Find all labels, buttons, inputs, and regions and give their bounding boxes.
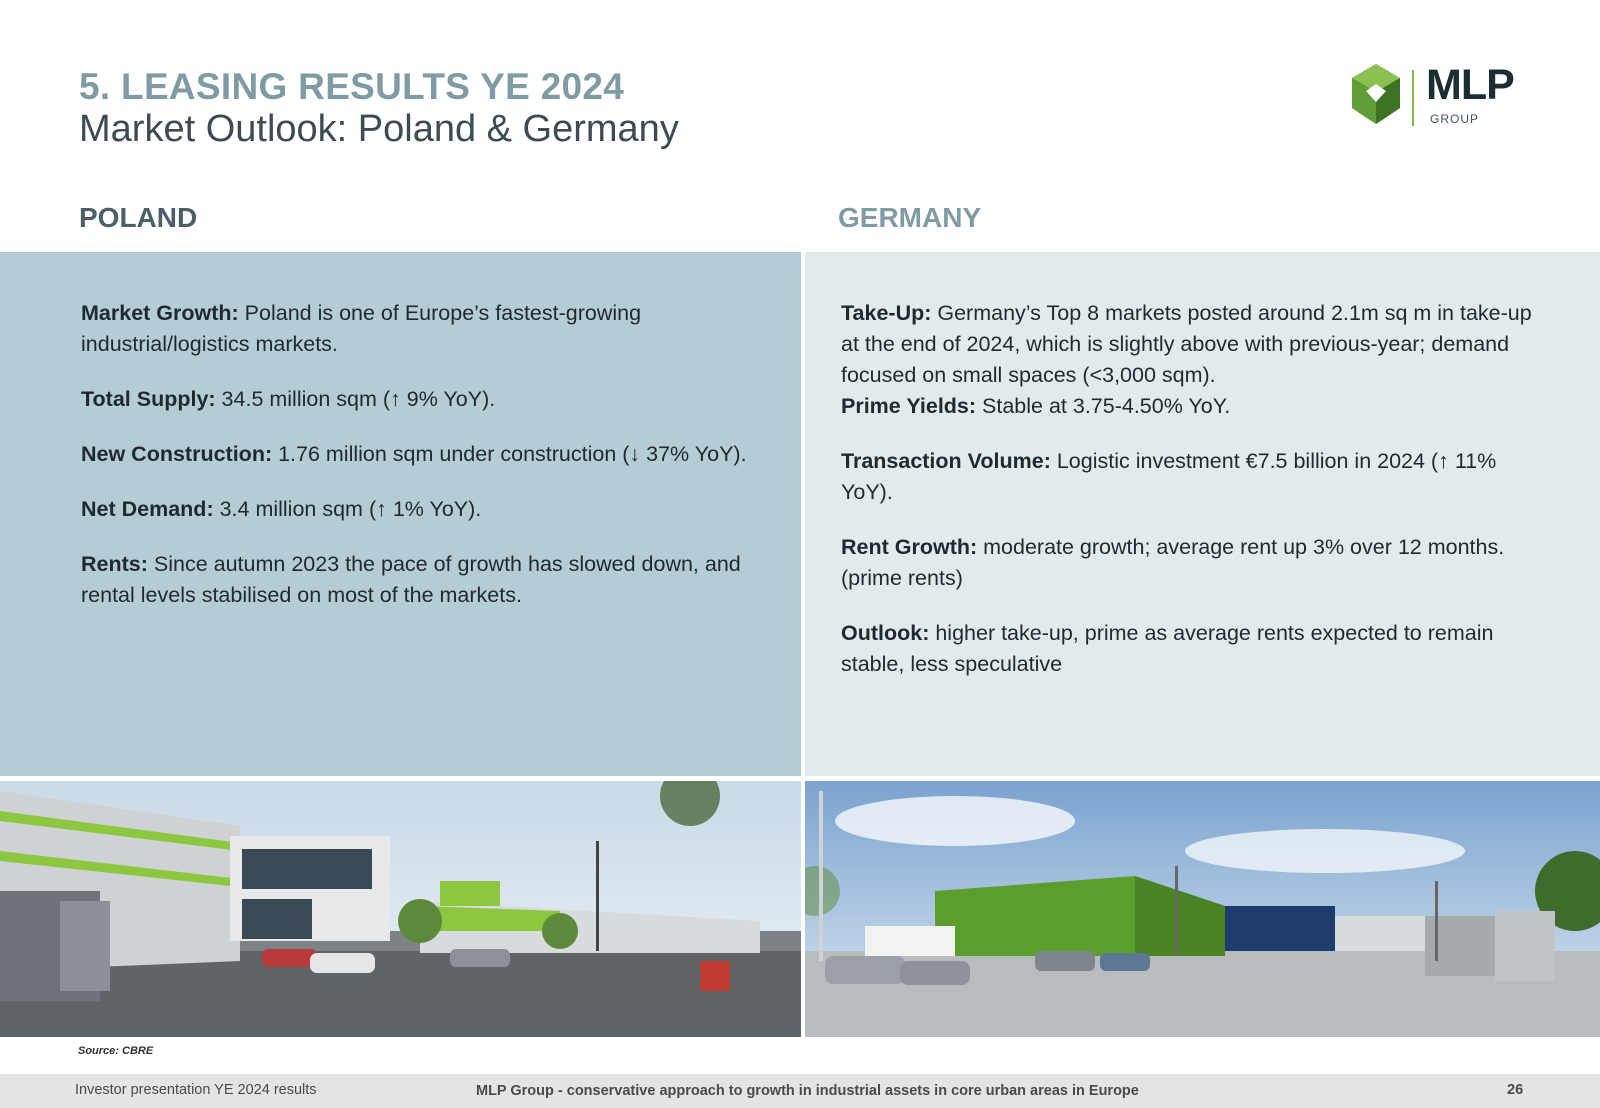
germany-warehouse-photo: [805, 781, 1600, 1037]
mlp-leaf-cube-icon: [1350, 62, 1402, 128]
germany-take-up: [841, 298, 1541, 391]
footer-tagline: MLP Group - conservative approach to growth in industrial assets in core urban areas in Europe: [476, 1083, 1139, 1099]
item-text: Since autumn 2023 the pace of growth has slowed down, and rental levels stabilised on most of the markets.: [81, 552, 741, 607]
item-label: Net Demand:: [81, 497, 214, 521]
page-number: 26: [1507, 1082, 1524, 1098]
germany-outlook: [841, 618, 1541, 680]
logo-subtitle: GROUP: [1430, 112, 1480, 126]
germany-prime-yields: [841, 391, 1541, 422]
page-title: Market Outlook: Poland & Germany: [79, 108, 679, 150]
item-label: Rent Growth:: [841, 535, 978, 559]
item-label: Outlook:: [841, 621, 930, 645]
item-label: New Construction:: [81, 442, 273, 466]
germany-rent-growth: [841, 532, 1541, 594]
germany-panel: [805, 252, 1600, 776]
item-text: moderate growth; average rent up 3% over 12 months. (prime rents): [841, 535, 1505, 590]
germany-text: [841, 298, 1541, 704]
item-text: Poland is one of Europe’s fastest-growing industrial/logistics markets.: [81, 301, 642, 356]
poland-rents: [81, 549, 781, 611]
germany-heading: GERMANY: [838, 202, 982, 233]
poland-panel: [0, 252, 801, 776]
item-text: Germany’s Top 8 markets posted around 2.1m sq m in take-up at the end of 2024, which is slightly above with previous-year; demand focused on small spaces (<3,000 sqm).: [841, 301, 1532, 387]
item-text: higher take-up, prime as average rents expected to remain stable, less speculative: [841, 621, 1494, 676]
item-label: Transaction Volume:: [841, 449, 1051, 473]
item-label: Take-Up:: [841, 301, 932, 325]
poland-market-growth: [81, 298, 781, 360]
item-label: Market Growth:: [81, 301, 239, 325]
item-text: 3.4 million sqm (↑ 1% YoY).: [213, 497, 482, 521]
poland-new-construction: [81, 439, 781, 470]
item-text: 1.76 million sqm under construction (↓ 37% YoY).: [272, 442, 747, 466]
warehouse-illustration: [0, 781, 801, 1037]
section-kicker: 5. LEASING RESULTS YE 2024: [79, 66, 625, 107]
poland-total-supply: [81, 384, 781, 415]
poland-heading: POLAND: [79, 202, 198, 233]
item-label: Total Supply:: [81, 387, 216, 411]
mlp-logo: [1350, 62, 1540, 132]
source-note: Source: CBRE: [78, 1045, 154, 1057]
poland-net-demand: [81, 494, 781, 525]
item-label: Rents:: [81, 552, 148, 576]
logo-wordmark: MLP: [1426, 61, 1514, 109]
germany-transaction-volume: [841, 446, 1541, 508]
footer-presentation-title: Investor presentation YE 2024 results: [75, 1082, 317, 1098]
item-text: Stable at 3.75-4.50% YoY.: [976, 394, 1231, 418]
logo-divider: [1412, 70, 1414, 126]
poland-text: [81, 298, 781, 635]
footer-bar: [0, 1074, 1600, 1108]
warehouse-illustration: [805, 781, 1600, 1037]
item-label: Prime Yields:: [841, 394, 977, 418]
poland-warehouse-photo: [0, 781, 801, 1037]
item-text: 34.5 million sqm (↑ 9% YoY).: [215, 387, 496, 411]
item-text: Logistic investment €7.5 billion in 2024 (↑ 11% YoY).: [841, 449, 1497, 504]
